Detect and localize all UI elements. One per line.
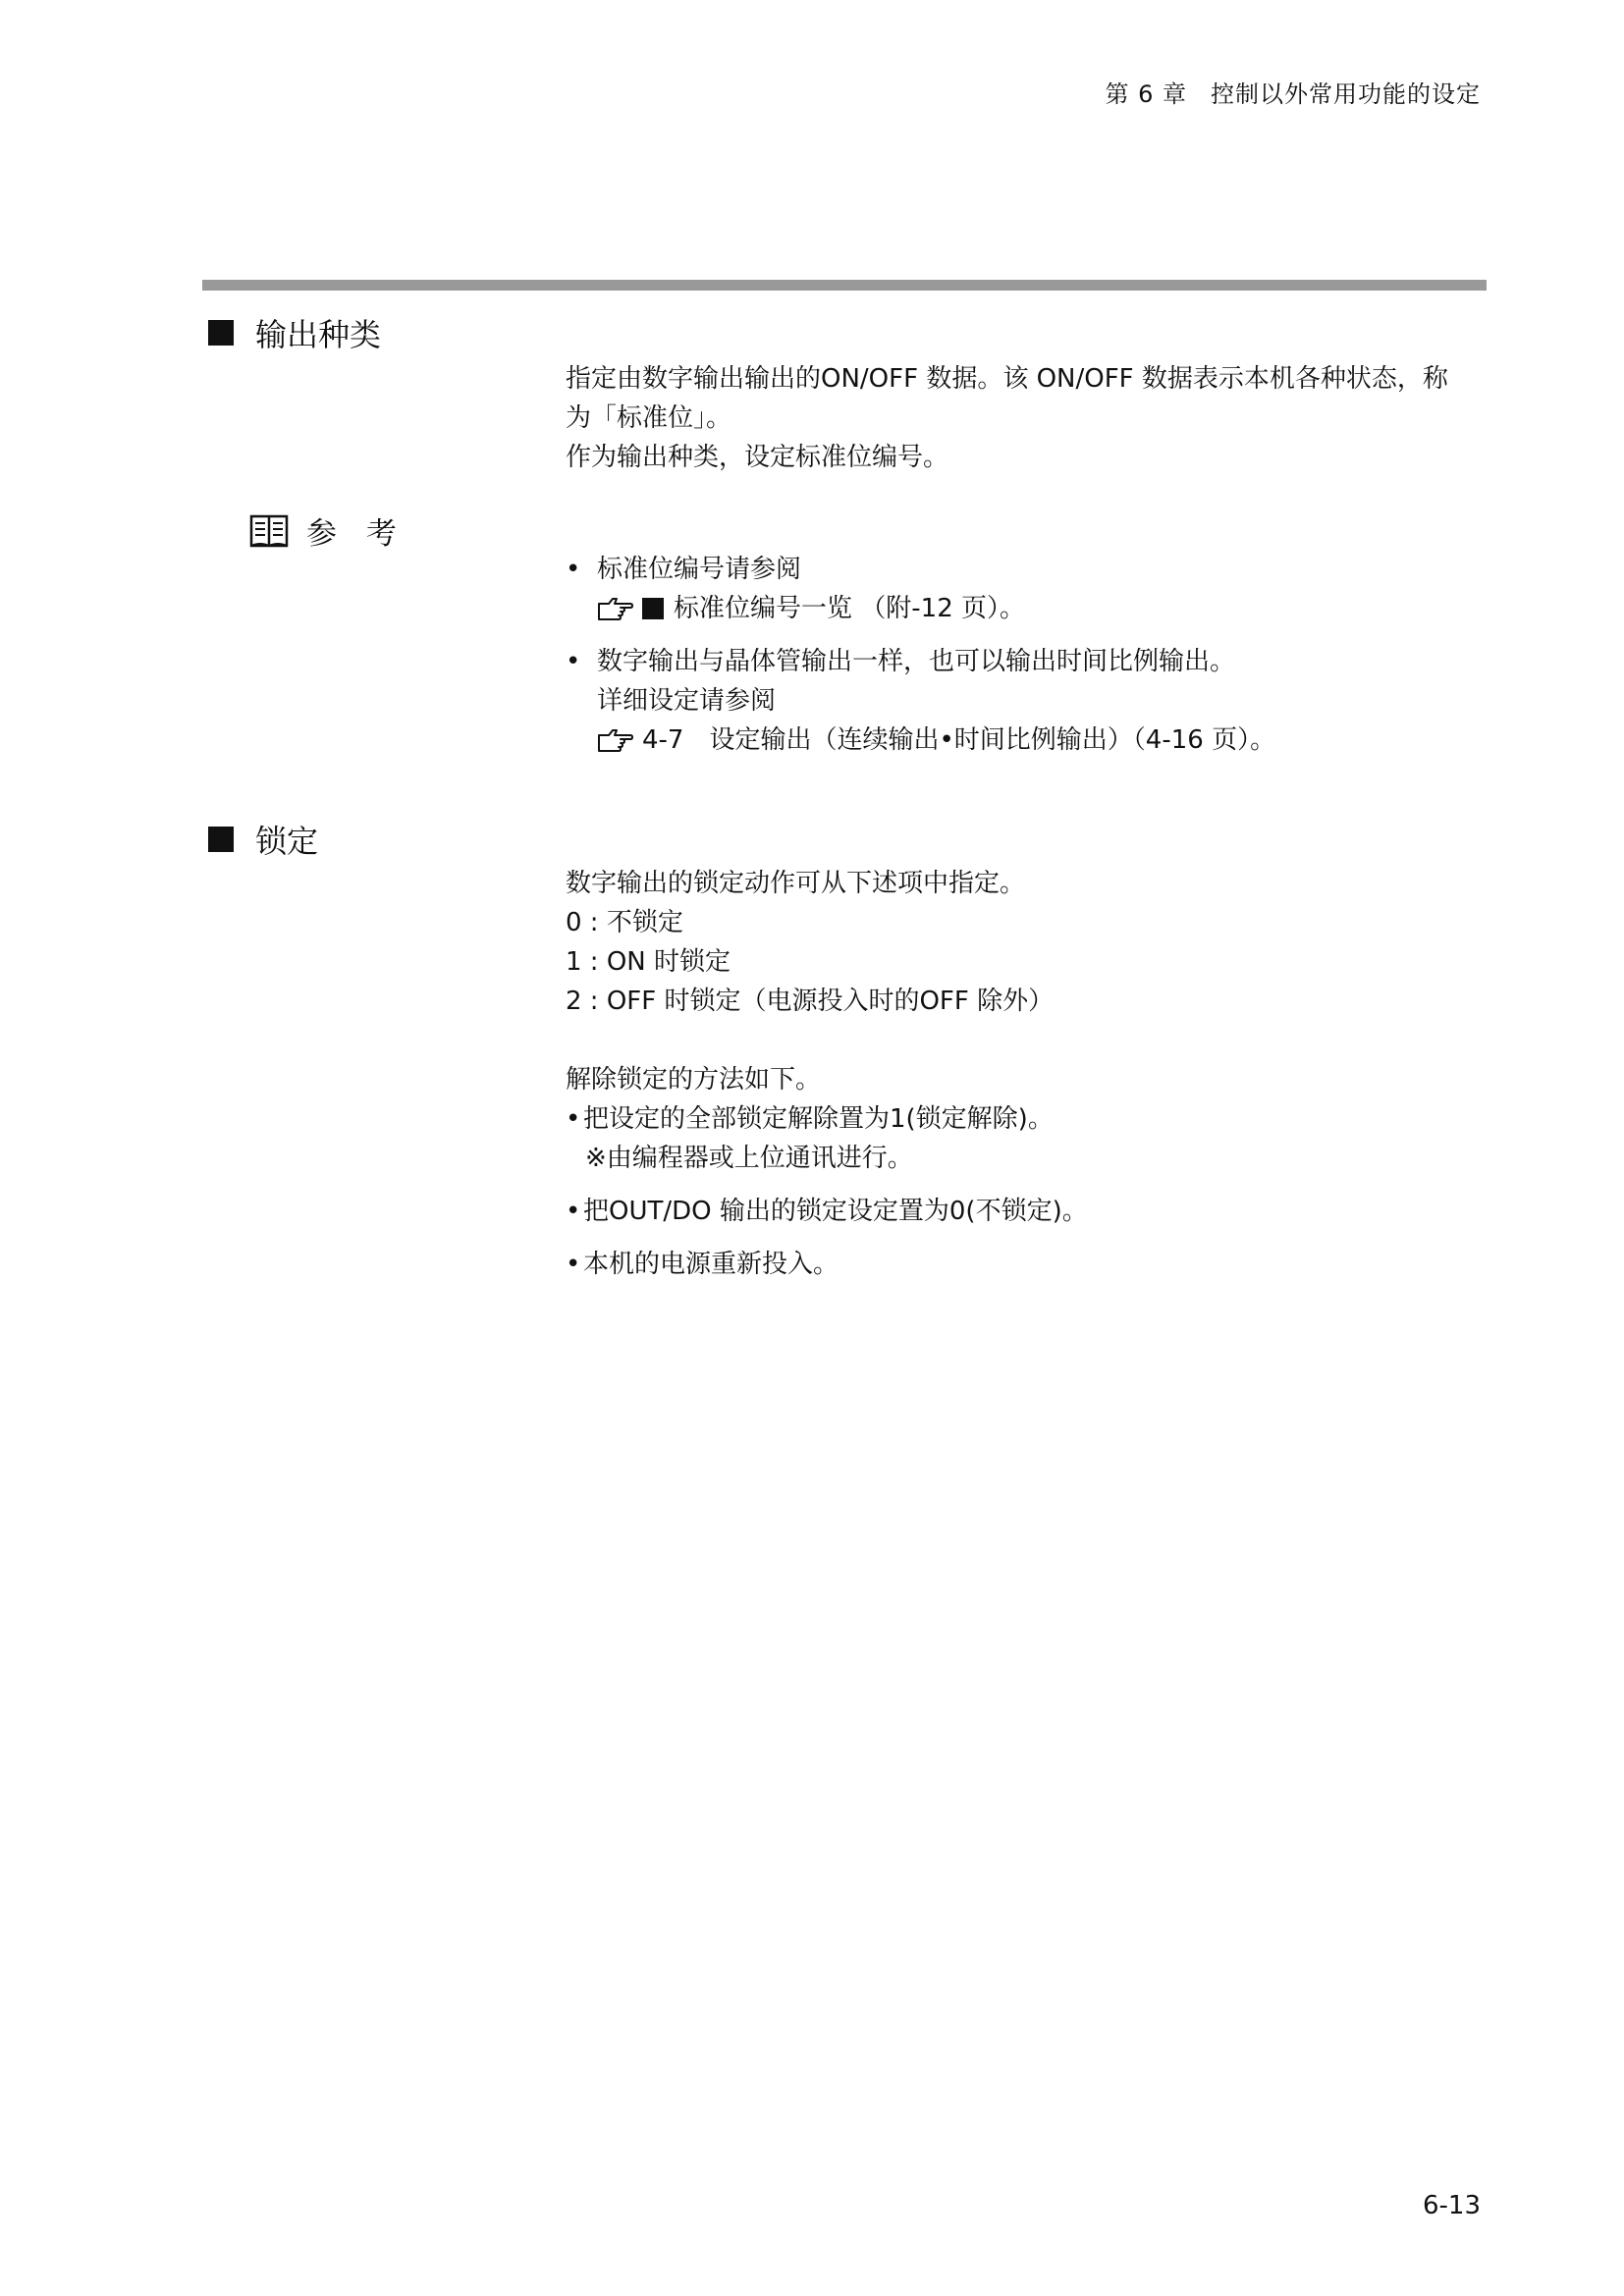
section-heading-text: 输出种类 bbox=[255, 316, 382, 353]
section2-body bbox=[566, 864, 1489, 1284]
paragraph-line: 为「标准位」。 bbox=[566, 403, 732, 433]
release-method-text: 把OUT/DO 输出的锁定设定置为0(不锁定)。 bbox=[583, 1197, 1088, 1226]
bullet-dot: • bbox=[566, 555, 581, 584]
reference-link-1[interactable] bbox=[566, 589, 1489, 628]
square-bullet-icon bbox=[208, 320, 234, 346]
bullet-dot: • bbox=[566, 1250, 581, 1279]
square-bullet-icon bbox=[642, 598, 664, 619]
release-method-text: 本机的电源重新投入。 bbox=[583, 1250, 839, 1279]
latch-option: 0 : 不锁定 bbox=[566, 908, 683, 937]
section-heading-text: 锁定 bbox=[255, 823, 319, 860]
reference-bullet-1 bbox=[566, 550, 1489, 589]
paragraph-line: 指定由数字输出输出的ON/OFF 数据。该 ON/OFF 数据表示本机各种状态，称 bbox=[566, 364, 1448, 394]
bullet-dot: • bbox=[566, 1104, 581, 1134]
chapter-header bbox=[1105, 75, 1481, 109]
release-method-1 bbox=[566, 1099, 1489, 1139]
reference-heading bbox=[249, 508, 406, 553]
reference-bullet-2-line2: 详细设定请参阅 bbox=[597, 686, 777, 716]
latch-option: 2 : OFF 时锁定（电源投入时的OFF 除外） bbox=[566, 987, 1055, 1016]
pointing-hand-icon bbox=[597, 596, 634, 621]
release-method-note: ※由编程器或上位通讯进行。 bbox=[585, 1144, 913, 1173]
latch-option: 1 : ON 时锁定 bbox=[566, 947, 731, 977]
book-icon bbox=[249, 511, 289, 551]
reference-body bbox=[566, 550, 1489, 760]
chapter-title: 控制以外常用功能的设定 bbox=[1211, 80, 1481, 108]
reference-link-text: 4-7 设定输出（连续输出•时间比例输出）（4-16 页）。 bbox=[642, 725, 1276, 755]
release-method-3 bbox=[566, 1245, 1489, 1284]
release-method-2 bbox=[566, 1192, 1489, 1231]
section-heading-output-type bbox=[208, 310, 381, 355]
reference-link-text: 标准位编号一览 （附-12 页）。 bbox=[674, 594, 1025, 623]
blank-line bbox=[566, 1021, 1489, 1060]
bullet-dot: • bbox=[566, 1197, 581, 1226]
reference-bullet-2 bbox=[566, 642, 1489, 681]
reference-bullet-text: 标准位编号请参阅 bbox=[597, 555, 802, 584]
section1-paragraph bbox=[566, 359, 1489, 477]
latch-intro: 数字输出的锁定动作可从下述项中指定。 bbox=[566, 869, 1026, 898]
square-bullet-icon bbox=[208, 827, 234, 852]
bullet-dot: • bbox=[566, 647, 581, 676]
reference-link-2[interactable] bbox=[566, 721, 1489, 760]
chapter-number: 第 6 章 bbox=[1105, 80, 1187, 108]
paragraph-line: 作为输出种类，设定标准位编号。 bbox=[566, 443, 949, 472]
page-number: 6-13 bbox=[1422, 2191, 1481, 2220]
pointing-hand-icon bbox=[597, 727, 634, 753]
section-divider bbox=[202, 280, 1487, 291]
reference-label: 参 考 bbox=[306, 516, 406, 552]
release-method-text: 把设定的全部锁定解除置为1(锁定解除)。 bbox=[583, 1104, 1054, 1134]
release-title: 解除锁定的方法如下。 bbox=[566, 1065, 822, 1095]
reference-bullet-text: 数字输出与晶体管输出一样，也可以输出时间比例输出。 bbox=[597, 647, 1236, 676]
section-heading-latch bbox=[208, 817, 318, 862]
